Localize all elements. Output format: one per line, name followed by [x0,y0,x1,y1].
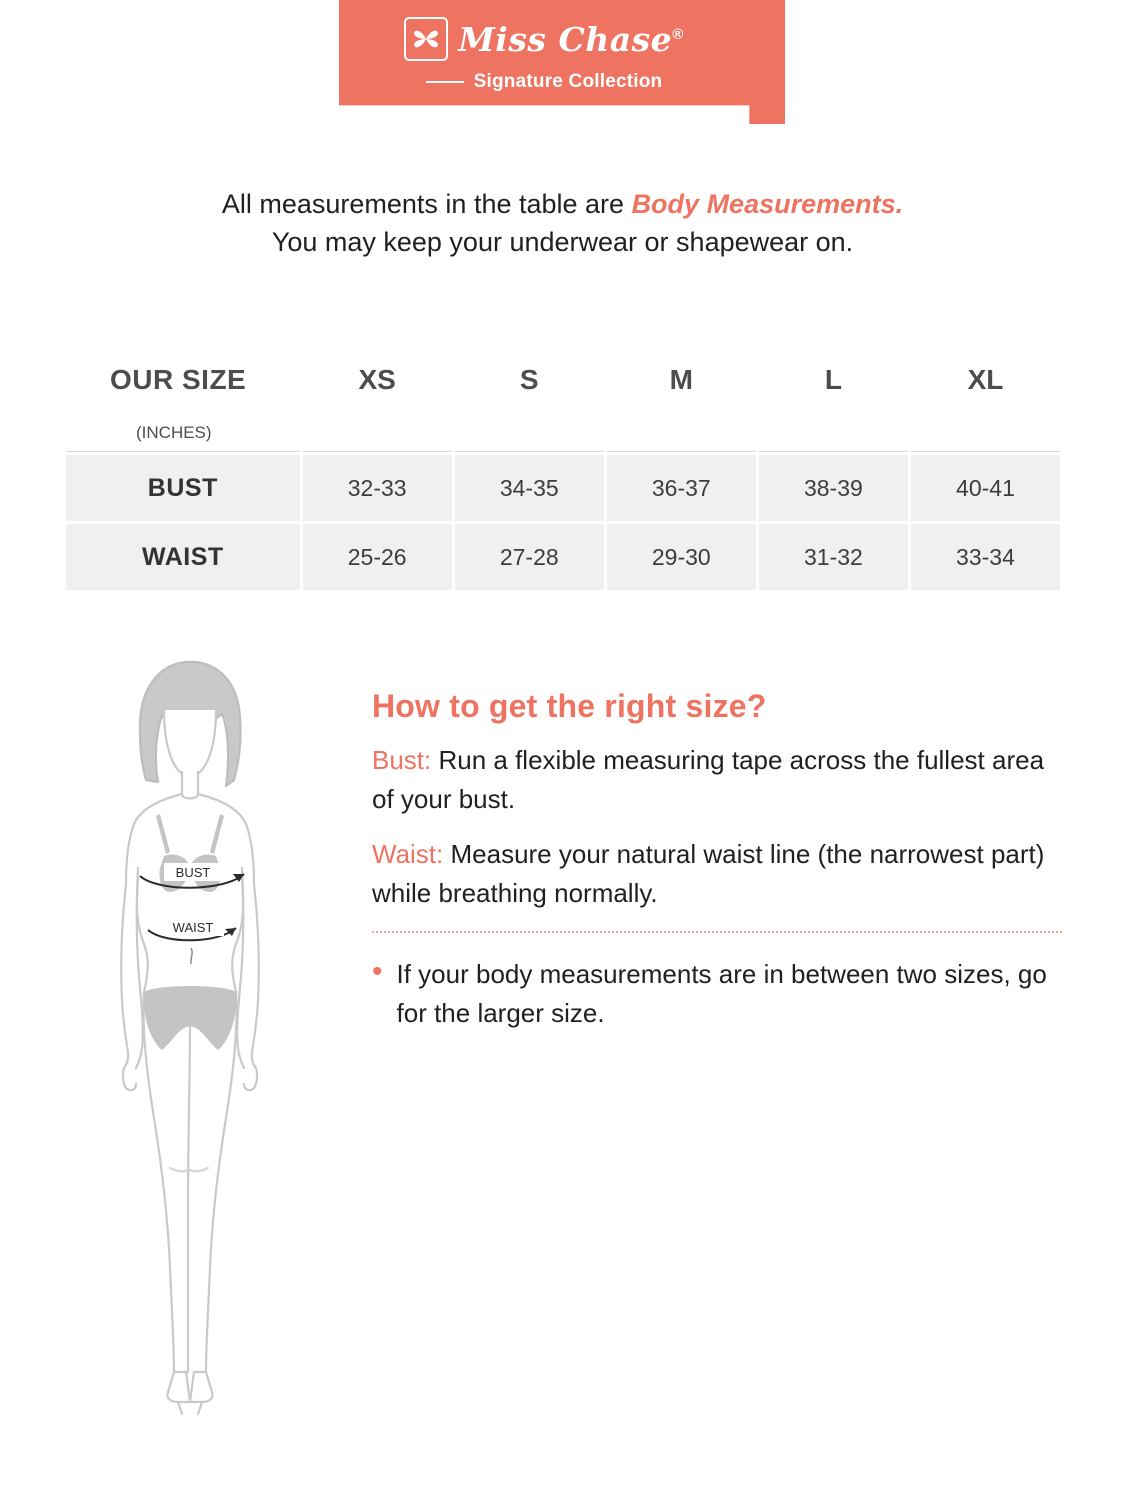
table-header-row [66,351,1060,412]
intro-text [0,185,1125,262]
units-spacer-2 [455,415,604,452]
row-label-bust: BUST [66,455,300,521]
tip-text: If your body measurements are in between two sizes, go for the larger size. [396,959,1047,1028]
waist-instruction-label: Waist: [372,839,444,869]
bullet-dot-icon: • [372,955,383,988]
registered-mark: ® [672,25,684,43]
brand-tagline: Signature Collection [473,71,663,92]
header-size-xs: XS [358,364,396,395]
table-units-row [66,415,1060,452]
intro-line-2: You may keep your underwear or shapewear on. [271,227,854,258]
cell-bust-m: 36-37 [607,455,756,521]
units-label: (INCHES) [66,415,300,452]
butterfly-logo-icon [404,17,448,61]
section-heading: How to get the right size? [372,688,767,724]
header-size-l: L [824,364,842,395]
intro-line-1-accent: Body Measurements. [631,189,904,219]
cell-waist-l: 31-32 [759,524,908,590]
figure-bust-label: BUST [175,865,211,880]
units-spacer-4 [759,415,908,452]
cell-waist-m: 29-30 [607,524,756,590]
cell-waist-xl: 33-34 [911,524,1060,590]
tip-bullet [372,955,1062,1033]
units-spacer-1 [303,415,452,452]
bust-instruction-label: Bust: [372,745,432,775]
header-our-size: OUR SIZE [110,364,247,395]
bust-instruction [372,741,1062,819]
female-body-illustration [78,648,328,1448]
tagline-row [426,71,663,93]
section-divider [372,931,1062,933]
units-spacer-3 [607,415,756,452]
header-size-xl: XL [967,364,1004,395]
intro-line-1 [0,185,1125,223]
bust-instruction-text: Run a flexible measuring tape across the fullest area of your bust. [372,745,1045,814]
banner-content [339,0,749,106]
header-banner [339,0,785,124]
figure-waist-label: WAIST [172,920,214,935]
table-row [66,455,1060,521]
intro-line-1-prefix: All measurements in the table are [221,189,632,219]
cell-bust-xs: 32-33 [303,455,452,521]
cell-bust-s: 34-35 [455,455,604,521]
cell-bust-xl: 40-41 [911,455,1060,521]
waist-instruction-text: Measure your natural waist line (the narrowest part) while breathing normally. [372,839,1045,908]
units-spacer-5 [911,415,1060,452]
header-size-m: M [669,364,693,395]
waist-instruction [372,835,1062,913]
tagline-rule-left [426,81,464,83]
brand-name [458,19,684,59]
size-chart-table [63,348,1063,593]
row-label-waist: WAIST [66,524,300,590]
brand-row [404,17,684,61]
brand-name-text: Miss Chase [458,19,673,59]
cell-waist-s: 27-28 [455,524,604,590]
header-size-s: S [519,364,539,395]
table-row [66,524,1060,590]
cell-waist-xs: 25-26 [303,524,452,590]
how-to-measure-section [372,688,1062,1033]
cell-bust-l: 38-39 [759,455,908,521]
